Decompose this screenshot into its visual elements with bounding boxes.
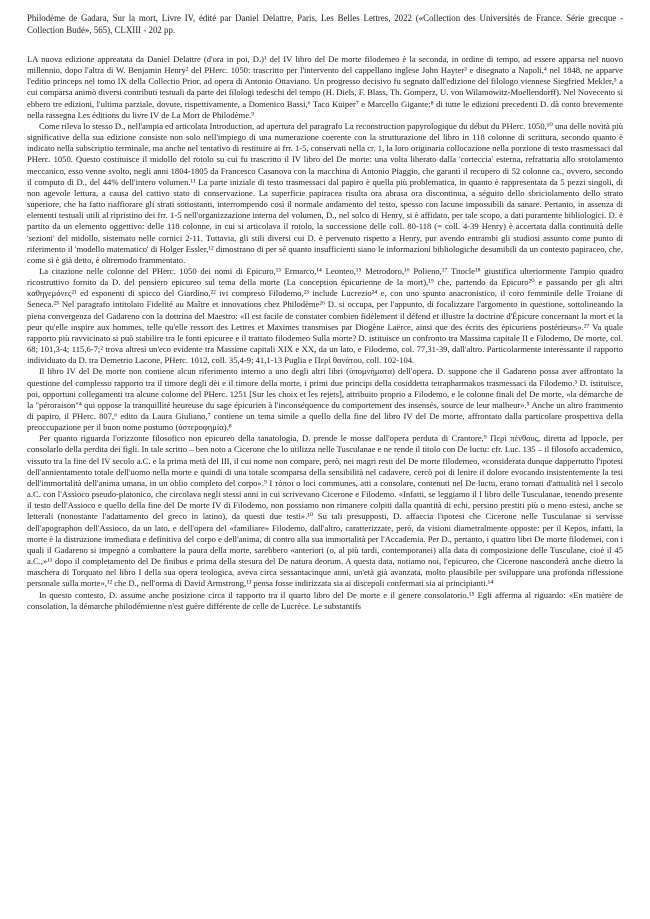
review-body — [27, 54, 623, 612]
book-citation: Philodème de Gadara, Sur la mort, Livre IV, édité par Daniel Delattre, Paris, Les Belles Lettres, 2022 («Collection des Universités de France. Série grecque - Collection Budé», 565), CLXIII - 202 pp. — [27, 13, 623, 35]
paragraph-4: Il libro IV del De morte non contiene alcun riferimento interno a uno degli altri libri (ὑπομνήματα) dell'opera. D. suppone che il Gadareno possa aver affrontato la questione del complesso rapporto tra il timore degli dèi e il timore della morte, i primi due principi della cosiddetta tetrapharmakos trasmessaci da Filodemo.³ D. istituisce, poi, opportuni collegamenti tra alcune colonne del PHerc. 1251 [Sur les choix et les rejets], attribuito proprio a Filodemo, e le colonne finali del De morte, «la démarche de la "péroraison"⁴ qui oppose la tranquillité heureuse du sage épicurien à l'inconséquence du comportement des insensés, source de leur malheur».⁵ Anche un altro frammento di papiro, il PHerc. 807,⁶ edito da Laura Giuliano,⁷ contiene un tema simile a quello della fine del libro IV del De morte, affrontato dalla particolare prospettiva della preoccupazione per il buon nome postumo (ὑστεροφημία).⁸ — [27, 366, 623, 433]
paragraph-3: La citazione nelle colonne del PHerc. 1050 dei nomi di Epicuro,¹³ Ermarco,¹⁴ Leonteo,¹⁵ Metrodoro,¹⁶ Polieno,¹⁷ Titocle¹⁸ giustifica ulteriormente l'ampio quadro ricostruttivo fornito da D. del pensiero epicureo sul tema della morte (La conception épicurienne de la mort),¹⁹ che, partendo da Epicuro²⁰ e passando per gli altri καθηγεμόνες²¹ ed esponenti di spicco del Giardino,²² ivi compreso Filodemo,²³ include Lucrezio²⁴ e, con uno spunto anacronistico, il coro femminile delle Troiane di Seneca.²⁵ Nel paragrafo intitolato Fidelité au Maître et innovations chez Philodème²⁶ D. si occupa, per l'appunto, di focalizzare l'argomento in questione, sottolineando la piena convergenza del Gadareno con la dottrina del Maestro: «Il est facile de constater combien fidèlement il défend et illustre la doctrine d'Épicure concernant la mort et la peur qu'elle inspire aux hommes, telle qu'elle ressort des Lettres et Maximes transmises par Diogène Laërce, ainsi que des écrits des épicuriens postérieurs».²⁷ Va quale rapporto più ravvicinato si può stabilire tra le fonti epicuree e il trattato filodemeo Sulla morte? D. istituisce un confronto tra Massima capitale II e Filodemo, De morte, col. 68; 101,3-4; 115,6-7;² trova altresì un'eco evidente tra Massime capitali XIX e XX, da un lato, e Filodemo, col. 77,31-39, dall'altro. Particolarmente interessante il rapporto individuato da D. tra Demetrio Lacone, PHerc. 1012, coll. 35,4-9; 41,1-13 Puglia e Περὶ θανάτου, coll. 102-104. — [27, 265, 623, 366]
paragraph-6: In questo contesto, D. assume anche posizione circa il rapporto tra il quarto libro del De morte e il genere consolatorio.¹⁵ Egli afferma al riguardo: «En matière de consolation, la démarche philodémienne n'est guère différente de celle de Lucrèce. Le substantifs — [27, 589, 623, 611]
paragraph-1: LA nuova edizione appreatata da Daniel Delattre (d'ora in poi, D.)¹ del IV libro del De morte filodemeo è la seconda, in ordine di tempo, ad essere apparsa nel nuovo millennio, dopo l'altra di W. Benjamin Henry² del PHerc. 1050: trascritto per l'intervento del cappellano inglese John Hayter³ e disegnato a Napoli,⁴ nel 1848, ne apparve l'editio princeps nel tomo IX della Collectio Prior, ad opera di Antonio Ottaviano. Un progresso decisivo fu segnato dall'edizione del filologo viennese Siegfried Mekler,⁵ a cui comparsa animò diversi contributi testuali da parte dei filologi tedeschi del tempo (H. Diels, F. Blass, Th. Gomperz, U. von Wilamowitz-Moellendorff). Nel Novecento si ebbero tre edizioni, l'ultima parziale, dovute, rispettivamente, a Domenico Bassi,⁶ Taco Kuiper⁷ e Marcello Gigante:⁸ di tutte le edizioni precedenti D. dà conto brevemente nella rassegna Les éditions du livre IV de La Mort de Philodème.⁹ — [27, 54, 623, 120]
paragraph-2: Come rileva lo stesso D., nell'ampia ed articolata Introduction, ad apertura del paragrafo La reconstruction papyrologique du début du PHerc. 1050,¹⁰ una delle novità più significative della sua edizione consiste non solo nell'impiego di una numerazione coerente con la strutturazione del libro in 118 colonne di scrittura, secondo quanto è indicato nella subscriptio terminale, ma anche nel tentativo di restituire ai frr. 1-5, conservati nella cr. 1, la loro originaria collocazione nella porzione di testo trasmessaci dal PHerc. 1050. Questo costituisce il midollo del rotolo su cui fu trascritto il IV libro del De morte: una volta liberato dalla 'corteccia' esterna, refrattaria allo srotolamento meccanico, esso venne svolto, negli anni 1804-1805 da Francesco Casanova con la macchina di Antonio Piaggio, che garantì il recupero di 52 colonne ca., ovvero, secondo il computo di D., del 44% dell'intero volumen.¹¹ La parte iniziale di testo trasmessaci dal papiro è quella più problematica, in quanto è rappresentata da 5 pezzi singoli, di non agevole lettura, a causa del cattivo stato di conservazione. La superficie papiracea risulta ora abrasa ora discontinua, a séguito dello sbriciolamento dello strato superiore, che ha fatto riaffiorare gli strati sottostanti, interrompendo così il normale andamento del testo, spesso con lacune impossibili da sanare. Pertanto, in assenza di elementi testuali utili al ripristino dei frr. 1-5 nell'organizzazione interna del volumen, D., nel solco di Henry, si è affidato, per tale scopo, a dati puramente bibliologici. D. è partito da un elemento oggettivo: delle 118 colonne, in cui si articolava il rotolo, la successione delle coll. 80-118 (= coll. 4-39 Henry) è accertata dalla continuità delle 'sezioni' del midollo, sistemato nelle cornici 2-11. Tuttavia, gli stili diversi cui D. è pervenuto rispetto a Henry, pur avendo entrambi gli studiosi assunto come punto di riferimento il 'modello matematico' di Holger Essler,¹² dimostrano di per sé quanto insufficienti siano le informazioni bibliologiche desumibili da un contesto papiraceo, che, come si è già detto, è oltremodo frammentato. — [27, 120, 623, 265]
paragraph-5: Per quanto riguarda l'orizzonte filosofico non epicureo della tanatologia, D. prende le mosse dall'opera perduta di Crantore,⁹ Περὶ πένθους, diretta ad Ippocle, per consolarlo della perdita dei figli. In tale scritto – ben noto a Cicerone che lo utilizza nelle Tusculanae e ne rende il titolo con De luctu: cfr. Luc. 135 – il filosofo accademico, vissuto tra la fine del IV secolo a.C. e la prima metà del III, il cui nome non compare, però, nei magri resti del De morte filodemeo, «considerata dunque dappertutto l'ipotesi dell'annientamento totale dell'uomo nella morte e quindi di una totale scomparsa della sensibilità nel cadavere, cercò poi di lenire il dolore evocando insistentemente la tesi dell'immortalità dell'anima umana, in un oblio completo del corpo».⁹ I τόποι o loci communes, atti a consolare, contenuti nel De luctu, erano tornati d'attualità nel I secolo a.C. con l'Assioco pseudo-platonico, che circolava negli stessi anni in cui scrivevano Cicerone e Filodemo. «Infatti, se leggiamo il I libro delle Tusculanae, tenendo presente il testo dell'Assioco e quello della fine del De morte IV di Filodemo, non possiamo non rimanere colpiti dalla quantità di echi, persino prestiti più o meno estesi, anche se letterali (nonostante l'adattamento del greco in latino), da questi due testi».¹⁰ Su tali presupposti, D. affaccia l'ipotesi che Cicerone nelle Tusculanae si servisse dell'apographon dell'Assioco, da un lato, e dell'opera del «familiare» Filodemo, dall'altro, caratterizzate, però, da visioni diametralmente opposte: per il Kepos, infatti, la morte è la distruzione immediata e definitiva del corpo e dell'anima, di contro alla sua immortalità per l'Accademia. Per D., pertanto, i quattro libri De morte filodemei, con i quali il Gadareno si impegnò a combattere la paura della morte, sarebbero «anteriori (o, al più tardi, contemporanei) alla data di composizione delle Tusculane, cioè il 45 a.C.,»¹¹ dopo il completamento del De finibus e prima della stesura del De natura deorum. A questa data, notiamo noi, l'epicureo, che Cicerone nasconderà anche dietro la maschera di Torquato nel libro I della sua opera teologica, aveva circa sessantacinque anni, un'età già avanzata, molto plausibile per sviluppare una profonda riflessione personale sulla morte»,¹² che D., nell'orma di David Armstrong,¹³ pensa fosse indirizzata sia ai discepoli confermati sia ai principianti.¹⁴ — [27, 433, 623, 589]
review-header — [27, 12, 623, 36]
